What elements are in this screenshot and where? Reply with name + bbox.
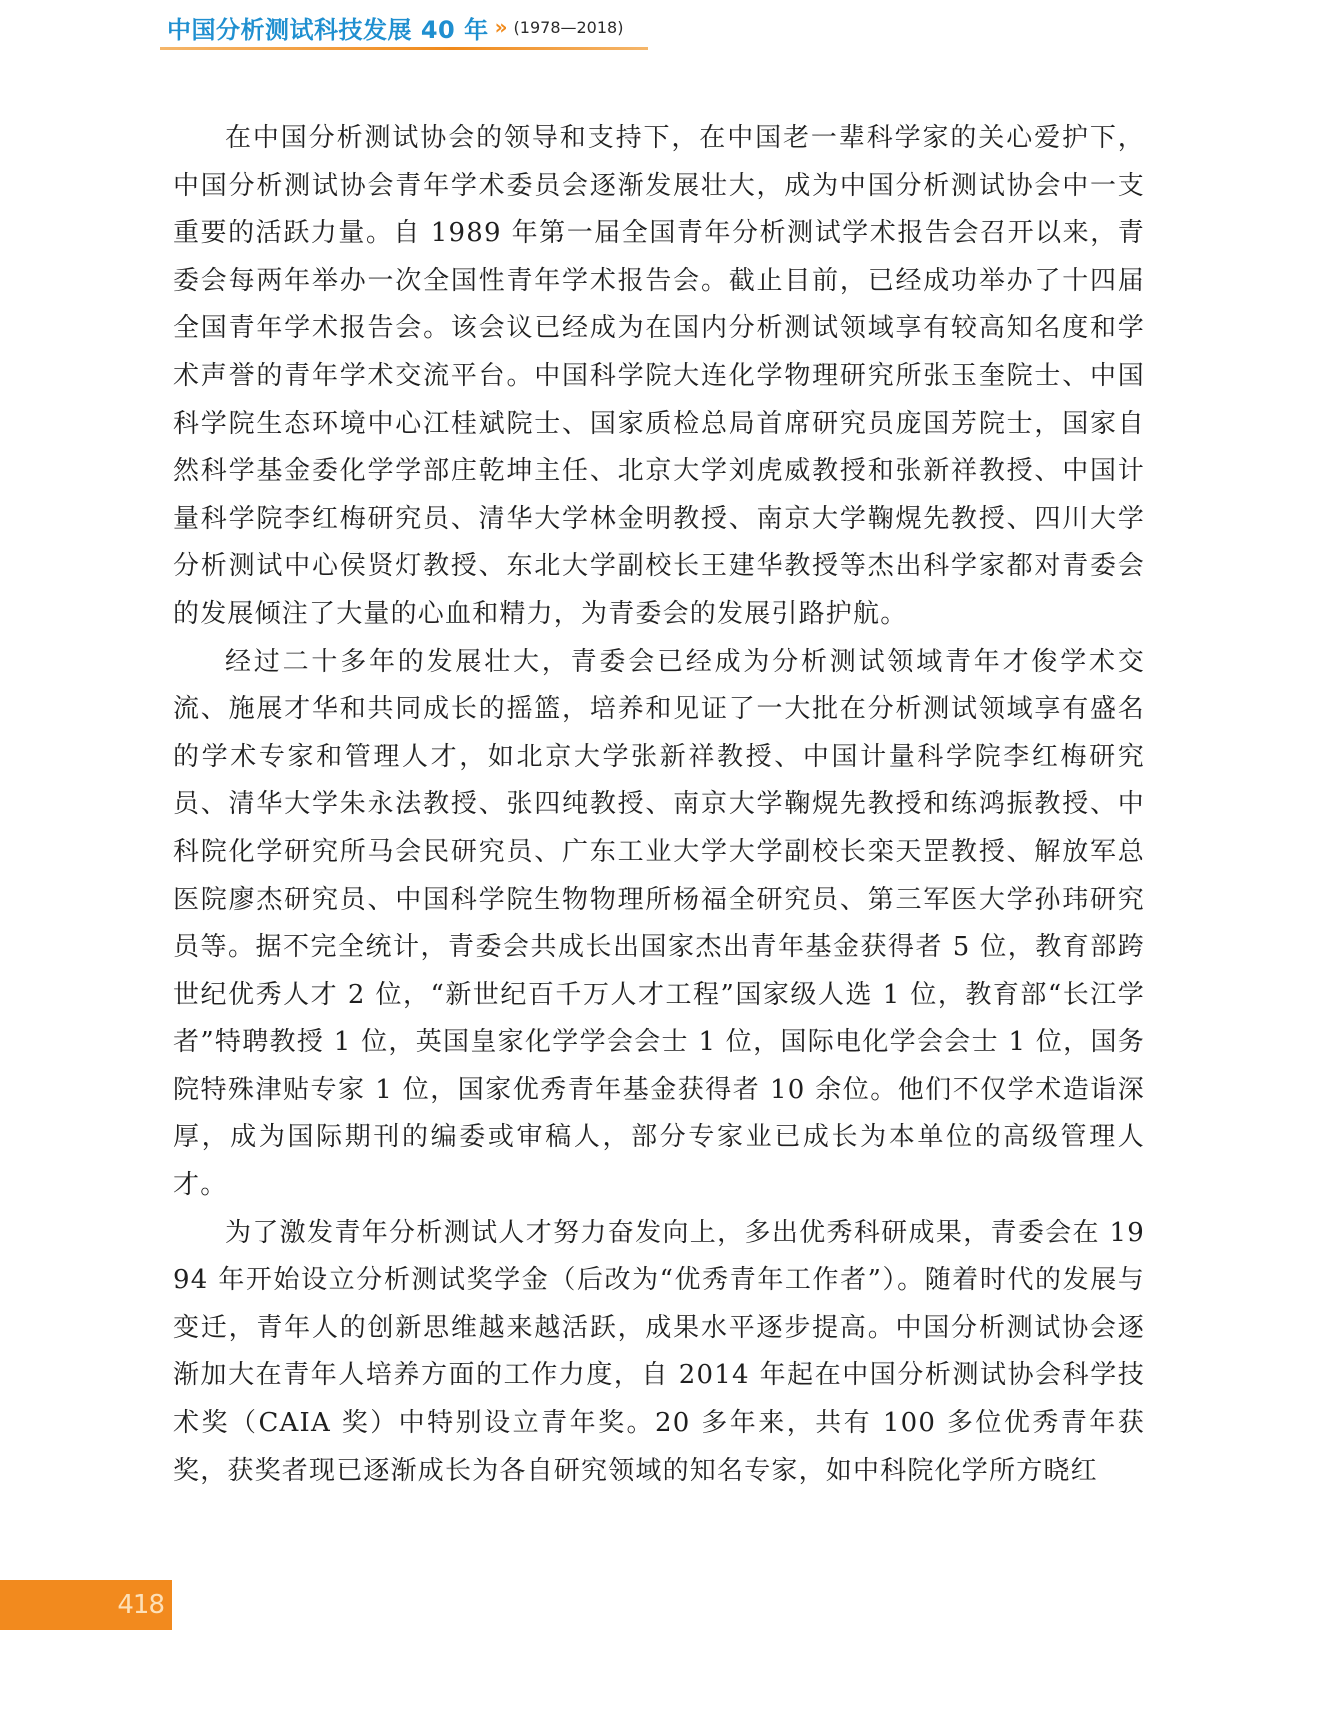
double-chevron-icon: » xyxy=(494,15,508,39)
book-title: 中国分析测试科技发展 40 年 xyxy=(167,15,489,44)
paragraph: 为了激发青年分析测试人才努力奋发向上，多出优秀科研成果，青委会在 1994 年开始设立分析测试奖学金（后改为“优秀青年工作者”）。随着时代的发展与变迁，青年人的创新思维越来越活跃，成果水平逐步提高。中国分析测试协会逐渐加大在青年人培养方面的工作力度，自 2014 年起在中国分析测试协会科学技术奖（CAIA 奖）中特别设立青年奖。20 多年来，共有 100 多位优秀青年获奖，获奖者现已逐渐成长为各自研究领域的知名专家，如中科院化学所方晓红 xyxy=(173,1217,1145,1486)
paragraph: 经过二十多年的发展壮大，青委会已经成为分析测试领域青年才俊学术交流、施展才华和共同成长的摇篮，培养和见证了一大批在分析测试领域享有盛名的学术专家和管理人才，如北京大学张新祥教授、中国计量科学院李红梅研究员、清华大学朱永法教授、张四纯教授、南京大学鞠熀先教授和练鸿振教授、中科院化学研究所马会民研究员、广东工业大学大学副校长栾天罡教授、解放军总医院廖杰研究员、中国科学院生物物理所杨福全研究员、第三军医大学孙玮研究员等。据不完全统计，青委会共成长出国家杰出青年基金获得者 5 位，教育部跨世纪优秀人才 2 位，“新世纪百千万人才工程”国家级人选 1 位，教育部“长江学者”特聘教授 1 位，英国皇家化学学会会士 1 位，国际电化学会会士 1 位，国务院特殊津贴专家 1 位，国家优秀青年基金获得者 10 余位。他们不仅学术造诣深厚，成为国际期刊的编委或审稿人，部分专家业已成长为本单位的高级管理人才。 xyxy=(173,646,1145,1201)
running-header xyxy=(167,10,623,44)
body-text xyxy=(173,115,1145,1495)
page-number: 418 xyxy=(117,1590,164,1620)
paragraph: 在中国分析测试协会的领导和支持下，在中国老一辈科学家的关心爱护下，中国分析测试协会青年学术委员会逐渐发展壮大，成为中国分析测试协会中一支重要的活跃力量。自 1989 年第一届全国青年分析测试学术报告会召开以来，青委会每两年举办一次全国性青年学术报告会。截止目前，已经成功举办了十四届全国青年学术报告会。该会议已经成为在国内分析测试领域享有较高知名度和学术声誉的青年学术交流平台。中国科学院大连化学物理研究所张玉奎院士、中国科学院生态环境中心江桂斌院士、国家质检总局首席研究员庞国芳院士，国家自然科学基金委化学学部庄乾坤主任、北京大学刘虎威教授和张新祥教授、中国计量科学院李红梅研究员、清华大学林金明教授、南京大学鞠熀先教授、四川大学分析测试中心侯贤灯教授、东北大学副校长王建华教授等杰出科学家都对青委会的发展倾注了大量的心血和精力，为青委会的发展引路护航。 xyxy=(173,123,1145,629)
year-range: (1978—2018) xyxy=(513,17,624,37)
page-number-tab xyxy=(0,1580,172,1630)
header-divider xyxy=(160,47,648,50)
